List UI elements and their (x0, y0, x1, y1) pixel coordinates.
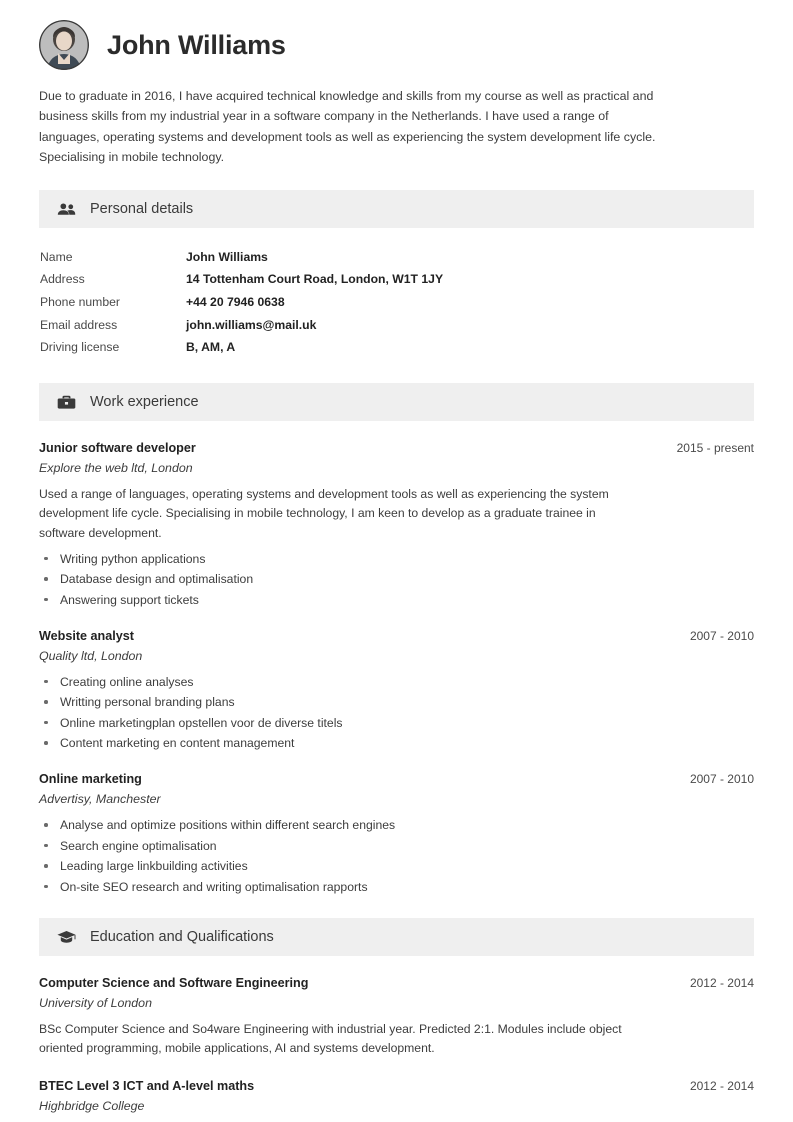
detail-value: john.williams@mail.uk (186, 317, 317, 332)
detail-label: Address (40, 272, 85, 287)
entry-title: Junior software developer (39, 440, 196, 455)
work-entry (39, 627, 754, 752)
detail-label: Driving license (40, 340, 120, 355)
entry-subtitle: Advertisy, Manchester (39, 792, 161, 807)
entry-bullets (39, 550, 754, 609)
entry-header (39, 770, 754, 789)
section-title: Work experience (90, 393, 199, 410)
graduation-cap-icon (57, 927, 76, 946)
avatar (39, 20, 89, 70)
work-entry (39, 770, 754, 895)
entry-bullets (39, 673, 754, 753)
list-item: Content marketing en content management (39, 734, 754, 752)
entry-subtitle: University of London (39, 995, 152, 1010)
entry-date: 2007 - 2010 (689, 772, 754, 787)
entry-subtitle: Quality ltd, London (39, 648, 143, 663)
entry-title: Website analyst (39, 629, 134, 644)
entry-title: Online marketing (39, 772, 142, 787)
education-entry (39, 974, 754, 1059)
list-item: Leading large linkbuilding activities (39, 857, 754, 875)
list-item: Creating online analyses (39, 673, 754, 691)
list-item: Answering support tickets (39, 591, 754, 609)
section-title: Education and Qualifications (90, 928, 274, 945)
detail-row (40, 314, 753, 337)
detail-value: B, AM, A (186, 340, 236, 355)
work-entry (39, 439, 754, 609)
list-item: Analyse and optimize positions within different search engines (39, 816, 754, 834)
entry-header (39, 974, 754, 993)
list-item: Writing python applications (39, 550, 754, 568)
detail-row (40, 268, 753, 291)
detail-row (40, 291, 753, 314)
detail-label: Phone number (40, 295, 120, 310)
section-work-experience (39, 383, 754, 896)
entry-date: 2012 - 2014 (689, 1079, 754, 1094)
detail-row (40, 246, 753, 269)
entry-subtitle: Explore the web ltd, London (39, 460, 193, 475)
list-item: Search engine optimalisation (39, 837, 754, 855)
detail-value: 14 Tottenham Court Road, London, W1T 1JY (186, 272, 444, 287)
list-item: On-site SEO research and writing optimalisation rapports (39, 878, 754, 896)
personal-details-list (39, 246, 754, 359)
resume-header (39, 20, 754, 70)
section-header-work-experience (39, 383, 754, 421)
list-item: Online marketingplan opstellen voor de diverse titels (39, 714, 754, 732)
section-title: Personal details (90, 200, 194, 217)
entry-header (39, 1077, 754, 1096)
section-education (39, 918, 754, 1117)
entry-subtitle: Highbridge College (39, 1099, 145, 1114)
detail-value: +44 20 7946 0638 (186, 295, 285, 310)
detail-row (40, 336, 753, 359)
entry-date: 2012 - 2014 (689, 975, 754, 990)
education-entry (39, 1077, 754, 1117)
detail-label: Name (40, 249, 73, 264)
entry-description: BSc Computer Science and So4ware Engineering with industrial year. Predicted 2:1. Modules include object oriented programming, mobile applications, AI and systems development. (39, 1021, 622, 1056)
entry-description: Used a range of languages, operating systems and development tools as well as experiencing the system development life cycle. Specialising in mobile technology, I am keen to develop as a graduate trainee in software development. (39, 486, 609, 541)
entry-title: Computer Science and Software Engineering (39, 975, 309, 990)
entry-title: BTEC Level 3 ICT and A-level maths (39, 1079, 255, 1094)
section-header-education (39, 918, 754, 956)
person-photo-avatar-icon (39, 20, 89, 70)
entry-bullets (39, 816, 754, 896)
page-title: John Williams (107, 29, 286, 60)
briefcase-icon (57, 392, 76, 411)
detail-label: Email address (40, 317, 118, 332)
detail-value: John Williams (186, 249, 268, 264)
entry-header (39, 439, 754, 458)
section-personal-details (39, 190, 754, 359)
section-header-personal-details (39, 190, 754, 228)
list-item: Writting personal branding plans (39, 693, 754, 711)
entry-header (39, 627, 754, 646)
entry-date: 2007 - 2010 (689, 629, 754, 644)
entry-date: 2015 - present (676, 440, 754, 455)
profile-summary: Due to graduate in 2016, I have acquired technical knowledge and skills from my course as well as practical and business skills from my industrial year in a software company in the Netherlands. I have used a range of languages, operating systems and development tools as well as experiencing the system development life cycle. Specialising in mobile technology. (39, 89, 656, 165)
people-icon (57, 199, 76, 218)
list-item: Database design and optimalisation (39, 570, 754, 588)
